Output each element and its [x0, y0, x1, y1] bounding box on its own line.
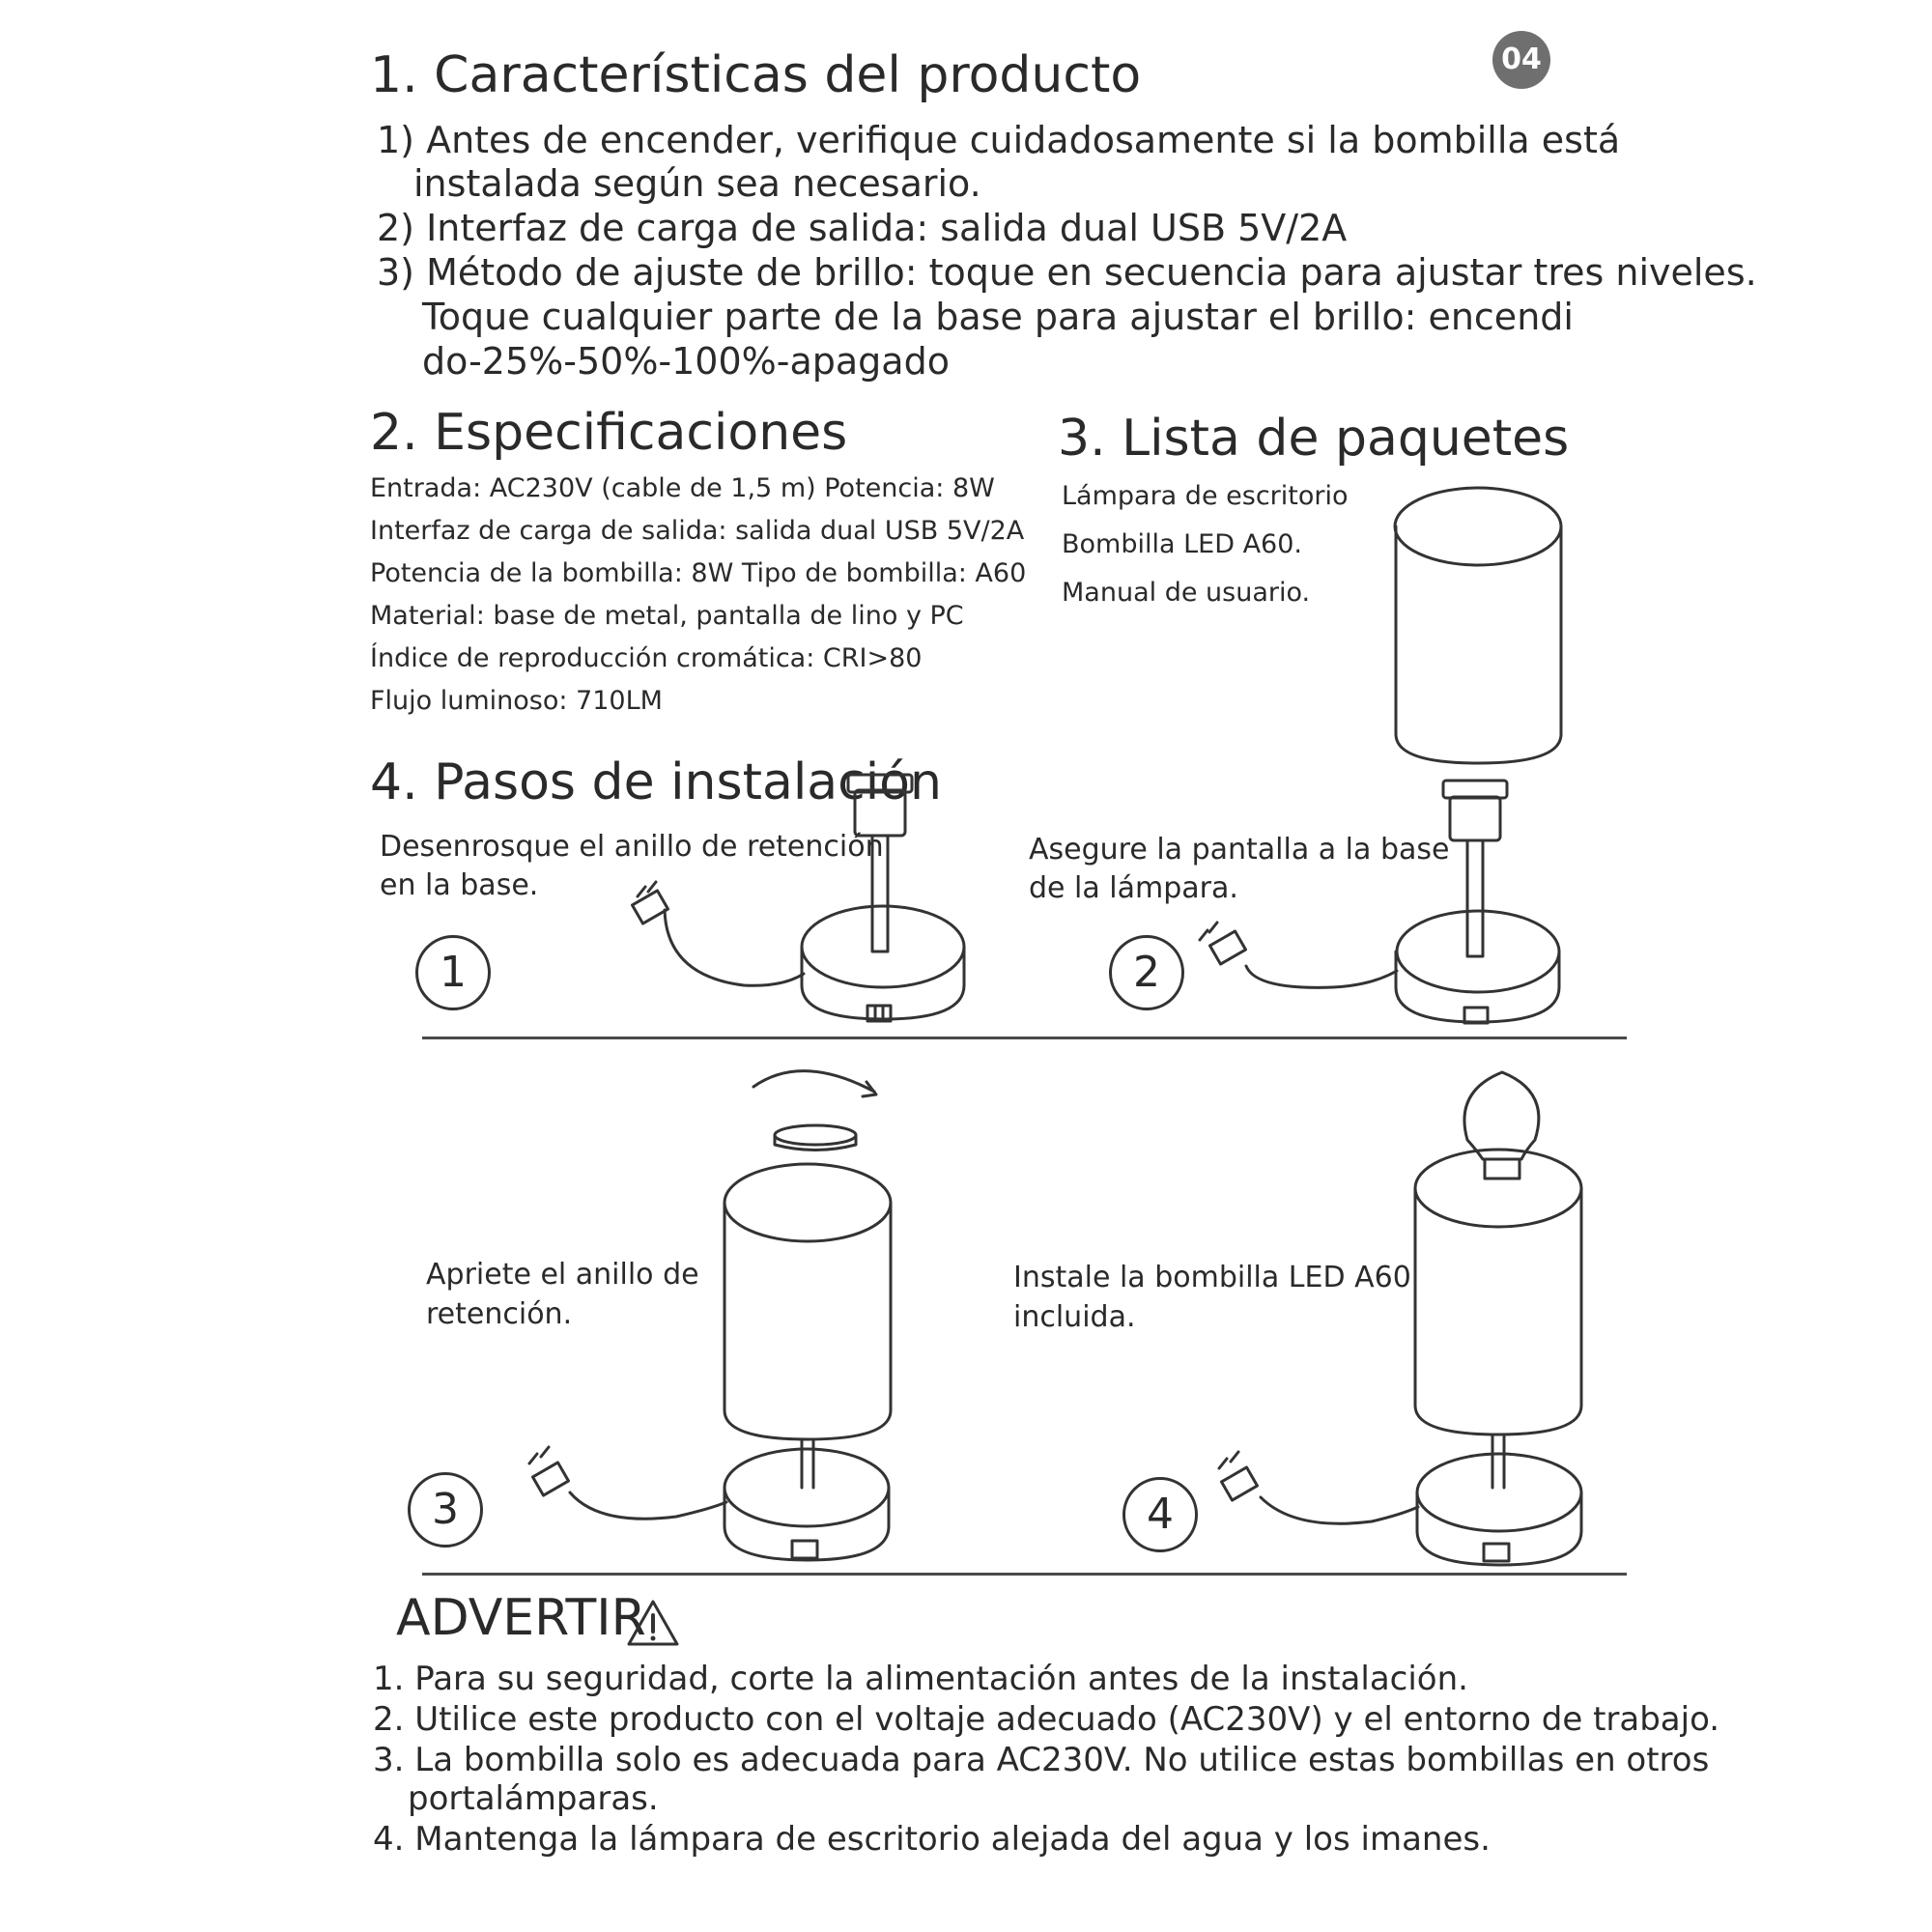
warning-line: 2. Utilice este producto con el voltaje adecuado (AC230V) y el entorno de trabajo. [373, 1700, 1720, 1739]
step-4-number: 4 [1122, 1477, 1198, 1552]
warning-title: ADVERTIR [396, 1589, 646, 1647]
step-1-text-line-2: en la base. [380, 868, 539, 902]
feature-line-6: do-25%-50%-100%-apagado [422, 340, 950, 383]
feature-line-2: instalada según sea necesario. [413, 162, 981, 205]
step-3-number: 3 [408, 1472, 483, 1548]
section-4-title: 4. Pasos de instalación [370, 753, 942, 811]
step-2-text-line-2: de la lámpara. [1029, 871, 1238, 905]
step-2-lamp-illustration [1200, 781, 1559, 1023]
feature-line-1: 1) Antes de encender, verifique cuidadosamente si la bombilla está [377, 119, 1621, 161]
step-4-lamp-illustration [1219, 1072, 1581, 1565]
step-2-number: 2 [1109, 935, 1184, 1010]
feature-line-4: 3) Método de ajuste de brillo: toque en secuencia para ajustar tres niveles. [377, 251, 1757, 294]
step-2-text-line-1: Asegure la pantalla a la base [1029, 833, 1450, 867]
feature-line-3: 2) Interfaz de carga de salida: salida dual USB 5V/2A [377, 207, 1348, 249]
warning-triangle-icon [626, 1599, 680, 1647]
spec-line: Entrada: AC230V (cable de 1,5 m) Potencia: 8W [370, 473, 995, 503]
package-item: Manual de usuario. [1062, 578, 1311, 608]
step-1-lamp-illustration [633, 775, 964, 1021]
page-number-badge: 04 [1492, 31, 1550, 89]
warning-line: 3. La bombilla solo es adecuada para AC230V. No utilice estas bombillas en otros [373, 1741, 1710, 1779]
spec-line: Interfaz de carga de salida: salida dual USB 5V/2A [370, 516, 1025, 546]
section-1-title: 1. Características del producto [370, 46, 1142, 104]
section-3-title: 3. Lista de paquetes [1058, 410, 1570, 468]
step-3-text-line-1: Apriete el anillo de [426, 1258, 699, 1292]
spec-line: Flujo luminoso: 710LM [370, 686, 663, 716]
warning-line: portalámparas. [408, 1779, 659, 1818]
warning-line: 1. Para su seguridad, corte la alimentación antes de la instalación. [373, 1660, 1468, 1698]
spec-line: Índice de reproducción cromática: CRI>80 [370, 643, 923, 673]
feature-line-5: Toque cualquier parte de la base para ajustar el brillo: encendi [422, 296, 1574, 338]
package-item: Bombilla LED A60. [1062, 529, 1302, 559]
section-2-title: 2. Especificaciones [370, 404, 848, 462]
step-1-text-line-1: Desenrosque el anillo de retención [380, 830, 884, 864]
step-3-lamp-illustration [529, 1071, 891, 1560]
package-item: Lámpara de escritorio [1062, 481, 1349, 511]
warning-line: 4. Mantenga la lámpara de escritorio alejada del agua y los imanes. [373, 1820, 1491, 1859]
step-3-text-line-2: retención. [426, 1297, 573, 1331]
step-4-text-line-1: Instale la bombilla LED A60 [1013, 1261, 1411, 1294]
step-1-number: 1 [415, 935, 491, 1010]
package-lamp-shade-illustration [1395, 488, 1561, 763]
spec-line: Material: base de metal, pantalla de lino y PC [370, 601, 964, 631]
spec-line: Potencia de la bombilla: 8W Tipo de bombilla: A60 [370, 558, 1027, 588]
step-4-text-line-2: incluida. [1013, 1300, 1136, 1334]
